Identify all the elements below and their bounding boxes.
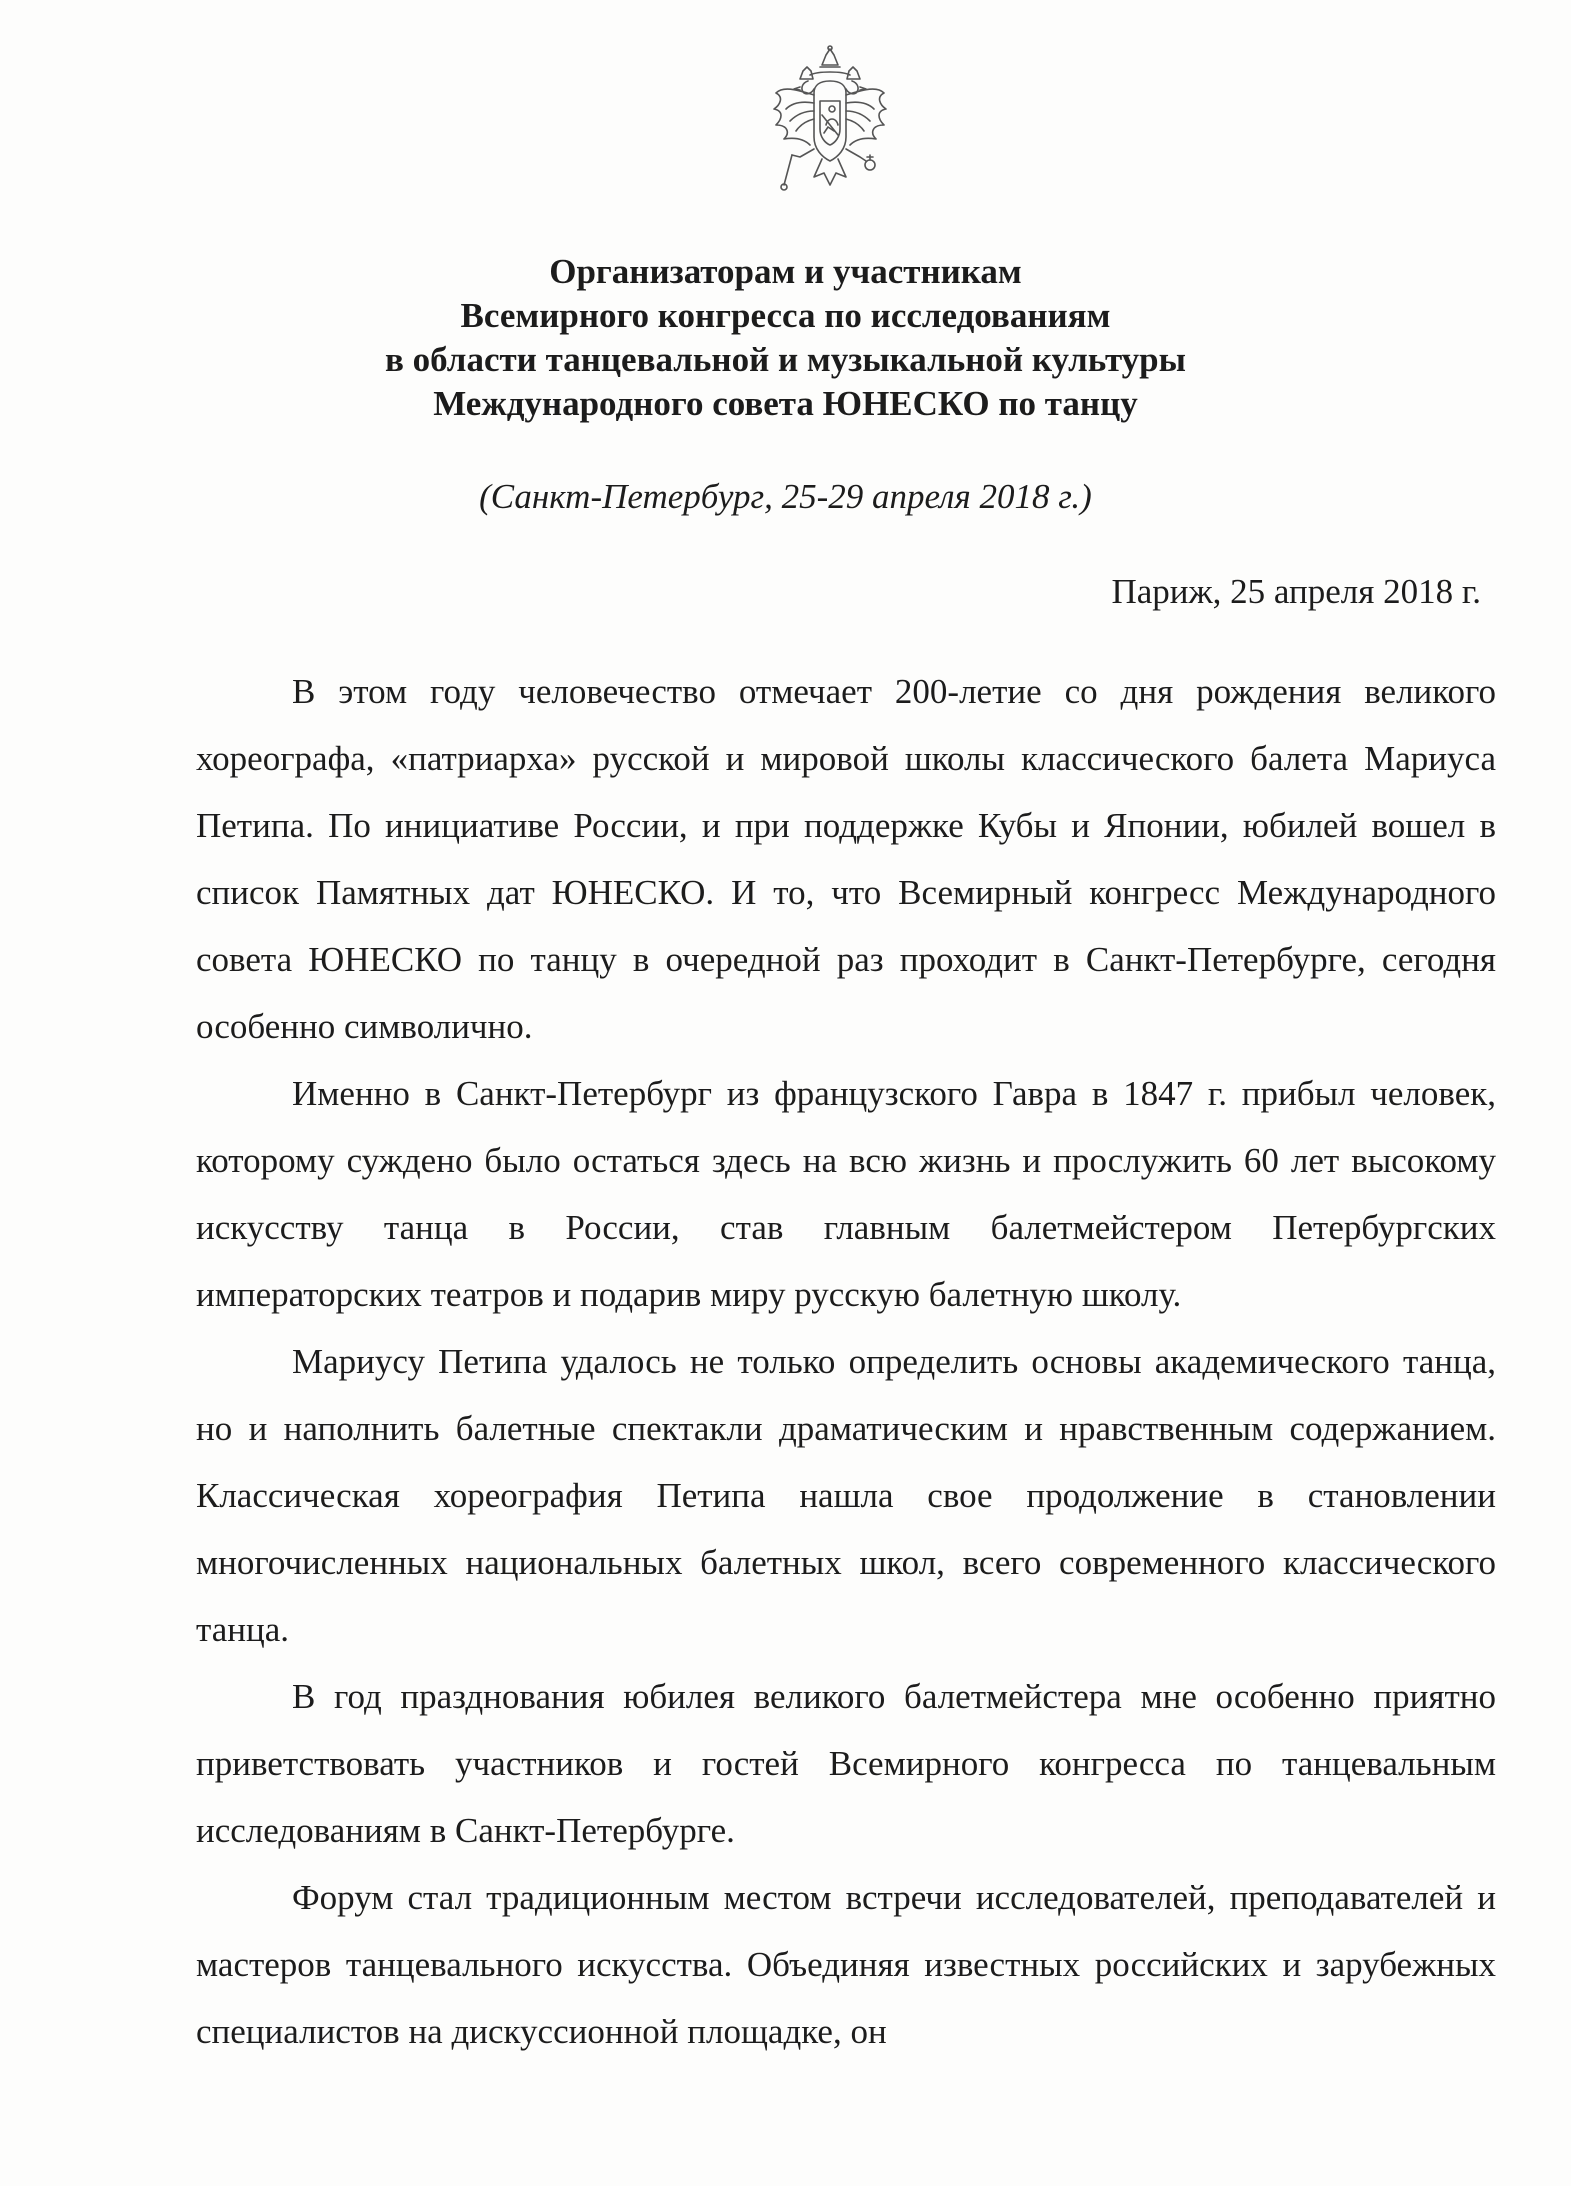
double-headed-eagle-emblem-icon <box>770 45 890 195</box>
body-paragraph: Именно в Санкт-Петербург из французского Гавра в 1847 г. прибыл человек, которому суждено было остаться здесь на всю жизнь и прослужить 60 лет высокому искусству танца в России, став главным балетмейстером Петербургских императорских театров и подарив миру русскую балетную школу. <box>196 1074 1496 1314</box>
heading-line: Международного совета ЮНЕСКО по танцу <box>433 384 1138 423</box>
letter-body <box>196 658 1496 2065</box>
body-paragraph: В этом году человечество отмечает 200-летие со дня рождения великого хореографа, «патриарха» русской и мировой школы классического балета Мариуса Петипа. По инициативе России, и при поддержке Кубы и Японии, юбилей вошел в список Памятных дат ЮНЕСКО. И то, что Всемирный конгресс Международного совета ЮНЕСКО по танцу в очередной раз проходит в Санкт-Петербурге, сегодня особенно символично. <box>196 672 1496 1046</box>
event-place-and-dates: (Санкт-Петербург, 25-29 апреля 2018 г.) <box>479 477 1092 516</box>
letter-dateline: Париж, 25 апреля 2018 г. <box>1111 572 1481 611</box>
heading-line: Организаторам и участникам <box>549 252 1022 291</box>
heading-line: в области танцевальной и музыкальной культуры <box>385 340 1186 379</box>
body-paragraph: В год празднования юбилея великого балетмейстера мне особенно приятно приветствовать участников и гостей Всемирного конгресса по танцевальным исследованиям в Санкт-Петербурге. <box>196 1677 1496 1850</box>
body-paragraph: Форум стал традиционным местом встречи исследователей, преподавателей и мастеров танцевального искусства. Объединяя известных российских и зарубежных специалистов на дискуссионной площадке, он <box>196 1878 1496 2051</box>
letter-heading <box>0 250 1571 426</box>
body-paragraph: Мариусу Петипа удалось не только определить основы академического танца, но и наполнить балетные спектакли драматическим и нравственным содержанием. Классическая хореография Петипа нашла свое продолжение в становлении многочисленных национальных балетных школ, всего современного классического танца. <box>196 1342 1496 1649</box>
heading-line: Всемирного конгресса по исследованиям <box>460 296 1111 335</box>
